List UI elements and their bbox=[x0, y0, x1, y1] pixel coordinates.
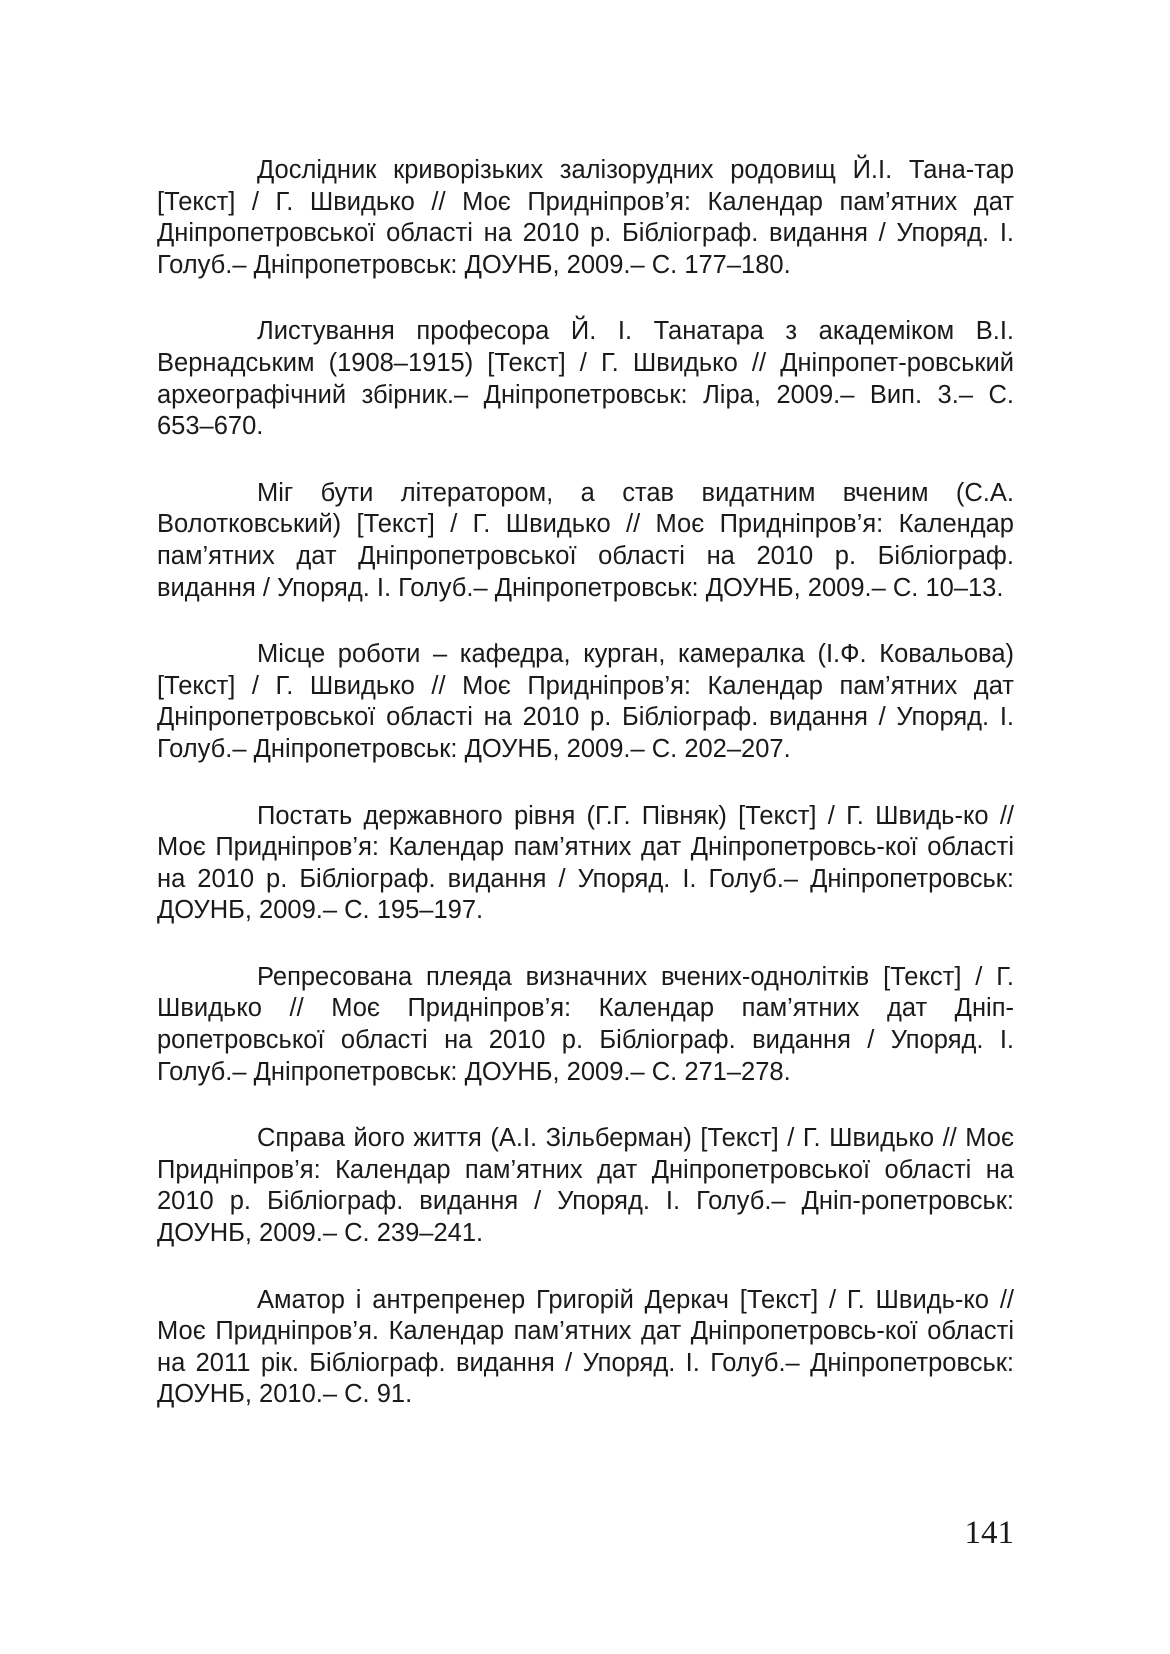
page-number: 141 bbox=[964, 1515, 1014, 1551]
bibliography-entry: Справа його життя (А.І. Зільберман) [Текст] / Г. Швидько // Моє Придніпров’я: Календар пам’ятних дат Дніпропетровської області на 2010 р. Бібліограф. видання / Упоряд. І. Голуб.– Дніп-ропетровськ: ДОУНБ, 2009.– С. 239–241. bbox=[157, 1124, 1014, 1248]
bibliography-entry: Місце роботи – кафедра, курган, камералка (І.Ф. Ковальова) [Текст] / Г. Швидько // Моє Придніпров’я: Календар пам’ятних дат Дніпропетровської області на 2010 р. Бібліограф. видання / Упоряд. І. Голуб.– Дніпропетровськ: ДОУНБ, 2009.– С. 202–207. bbox=[157, 640, 1014, 763]
bibliography-list bbox=[157, 155, 1014, 1446]
bibliography-entry: Міг бути літератором, а став видатним вченим (С.А. Волотковський) [Текст] / Г. Швидько // Моє Придніпров’я: Календар пам’ятних дат Дніпропетровської області на 2010 р. Бібліограф. видання / Упоряд. І. Голуб.– Дніпропетровськ: ДОУНБ, 2009.– С. 10–13. bbox=[157, 478, 1014, 602]
bibliography-entry: Аматор і антрепренер Григорій Деркач [Текст] / Г. Швидь-ко // Моє Придніпров’я. Календар пам’ятних дат Дніпропетровсь-кої області на 2011 рік. Бібліограф. видання / Упоряд. І. Голуб.– Дніпропетровськ: ДОУНБ, 2010.– С. 91. bbox=[157, 1285, 1014, 1409]
bibliography-entry: Репресована плеяда визначних вчених-однолітків [Текст] / Г. Швидько // Моє Придніпров’я: Календар пам’ятних дат Дніп-ропетровської області на 2010 р. Бібліограф. видання / Упоряд. І. Голуб.– Дніпропетровськ: ДОУНБ, 2009.– С. 271–278. bbox=[157, 962, 1014, 1086]
bibliography-entry: Дослідник криворізьких залізорудних родовищ Й.І. Тана-тар [Текст] / Г. Швидько // Моє Придніпров’я: Календар пам’ятних дат Дніпропетровської області на 2010 р. Бібліограф. видання / Упоряд. І. Голуб.– Дніпропетровськ: ДОУНБ, 2009.– С. 177–180. bbox=[157, 156, 1014, 279]
bibliography-entry: Листування професора Й. І. Танатара з академіком В.І. Вернадським (1908–1915) [Текст] / Г. Швидько // Дніпропет-ровський археографічний збірник.– Дніпропетровськ: Ліра, 2009.– Вип. 3.– С. 653–670. bbox=[157, 317, 1014, 441]
bibliography-entry: Постать державного рівня (Г.Г. Півняк) [Текст] / Г. Швидь-ко // Моє Придніпров’я: Календар пам’ятних дат Дніпропетровсь-кої області на 2010 р. Бібліограф. видання / Упоряд. І. Голуб.– Дніпропетровськ: ДОУНБ, 2009.– С. 195–197. bbox=[157, 801, 1014, 925]
